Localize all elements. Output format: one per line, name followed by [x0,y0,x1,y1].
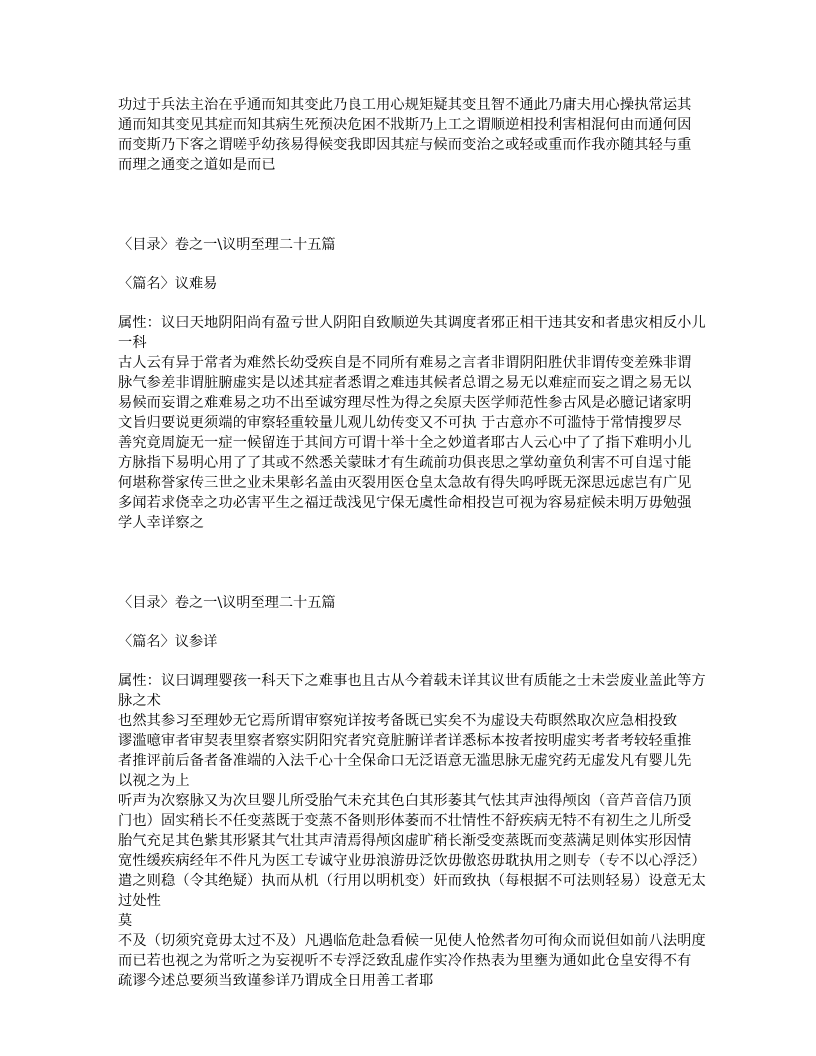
chapter-title: 〈篇名〉议参详 [118,634,218,650]
chapter-body [118,671,706,991]
text-line: 以视之为上 [118,773,190,789]
text-line: 而已若也视之为常听之为妄视听不专浮泛致乱虚作实冷作热表为里壅为通如此仓皇安得不有 [118,953,692,969]
text-line: 门也）固实稍长不任变蒸既于变蒸不备则形体萎而不壮情性不舒疾病无特不有初生之儿所受 [118,813,692,829]
text-line: 疏谬今述总要须当致谨参详乃谓成全日用善工者耶 [118,973,434,989]
document-page [118,95,706,991]
section-spacer [118,175,698,235]
section-nanyi [118,235,706,533]
text-line: 属性：议曰天地阴阳尚有盈亏世人阴阳自致顺逆失其调度者邪正相干违其安和者患灾相反小儿 [118,315,706,331]
continuation-paragraph [118,95,698,175]
text-line: 易候而妄谓之难难易之功不出至诚穷理尽性为得之矣原夫医学师范性参古风是必臆记诸家明 [118,395,692,411]
text-line: 脉气参差非谓脏腑虚实是以述其症者悉谓之难违其候者总谓之易无以难症而妄之谓之易无以 [118,375,692,391]
section-canxiang [118,593,706,991]
text-line: 遣之则稳（令其绝疑）执而从机（行用以明机变）奸而致执（每根据不可法则轻易）设意无太 [118,873,706,889]
spacer [118,652,698,671]
text-line: 听声为次察脉又为次旦婴儿所受胎气未充其色白其形萎其气怯其声浊得颅囟（音芦音信乃顶 [118,793,692,809]
text-line: 学人幸详察之 [118,515,205,531]
chapter-body [118,313,706,533]
text-line: 善究竟周旋无一症一候留连于其间方可谓十举十全之妙道者耶古人云心中了了指下难明小儿 [118,435,692,451]
spacer [118,294,698,313]
spacer [118,255,698,274]
text-line: 文旨归要说更须端的审察轻重较量儿观儿幼传变又不可执 于古意亦不可滥恃于常情搜罗尽 [118,415,682,431]
text-line: 胎气充足其色紫其形紧其气壮其声清焉得颅囟虚旷稍长渐受变蒸既而变蒸满足则体实形因情 [118,833,692,849]
text-line: 方脉指下易明心用了了其或不然悉关蒙昧才有生疏前功俱丧思之掌幼童负利害不可自逞寸能 [118,455,692,471]
text-line: 莫 [118,913,133,929]
text-line: 功过于兵法主治在乎通而知其变此乃良工用心规矩疑其变且智不通此乃庸夫用心操执常运其 [118,97,692,113]
text-line: 过处性 [118,893,162,909]
text-line: 古人云有异于常者为难然长幼受疾自是不同所有难易之言者非谓阴阳胜伏非谓传变差殊非谓 [118,355,692,371]
text-line: 不及（切须究竟毋太过不及）凡遇临危赴急看候一见使人怆然者勿可徇众而说但如前八法明度 [118,933,706,949]
catalog-heading: 〈目录〉卷之一\议明至理二十五篇 [118,237,336,253]
text-line: 脉之术 [118,693,162,709]
section-spacer [118,533,698,593]
text-line: 谬滥噫审者审契表里察者察实阴阳究者究竟脏腑详者详悉标本按者按明虚实考者考较轻重推 [118,733,692,749]
text-line: 何堪称誉家传三世之业未果彰名盖由灭裂用医仓皇太急故有得失呜呼既无深思远虑岂有广见 [118,475,692,491]
text-line: 多闻若求侥幸之功必害平生之福迂哉浅见宁保无虞性命相投岂可视为容易症候未明万毋勉强 [118,495,692,511]
text-line: 宽性缓疾病经年不件凡为医工专诚守业毋浪游毋泛饮毋傲恣毋耽执用之则专（专不以心浮泛） [118,853,706,869]
spacer [118,613,698,632]
text-line: 者推评前后备者备准端的入法千心十全保命口无泛语意无滥思脉无虚究药无虚发凡有婴儿先 [118,753,692,769]
text-line: 属性：议曰调理婴孩一科天下之难事也且古从今着载未详其议世有质能之士未尝废业盖此等方 [118,673,706,689]
text-line: 也然其参习至理妙无它焉所谓审察宛详按考备既已实矣不为虚设夫苟瞑然取次应急相投致 [118,713,678,729]
text-line: 通而知其变见其症而知其病生死预决危困不戕斯乃上工之谓顺逆相投利害相混何由而通何因 [118,117,692,133]
text-line: 而理之通变之道如是而已 [118,157,276,173]
catalog-heading: 〈目录〉卷之一\议明至理二十五篇 [118,595,336,611]
text-line: 而变斯乃下客之谓嗟乎幼孩易得候变我即因其症与候而变治之或轻或重而作我亦随其轻与重 [118,137,692,153]
chapter-title: 〈篇名〉议难易 [118,276,218,292]
text-line: 一科 [118,335,147,351]
